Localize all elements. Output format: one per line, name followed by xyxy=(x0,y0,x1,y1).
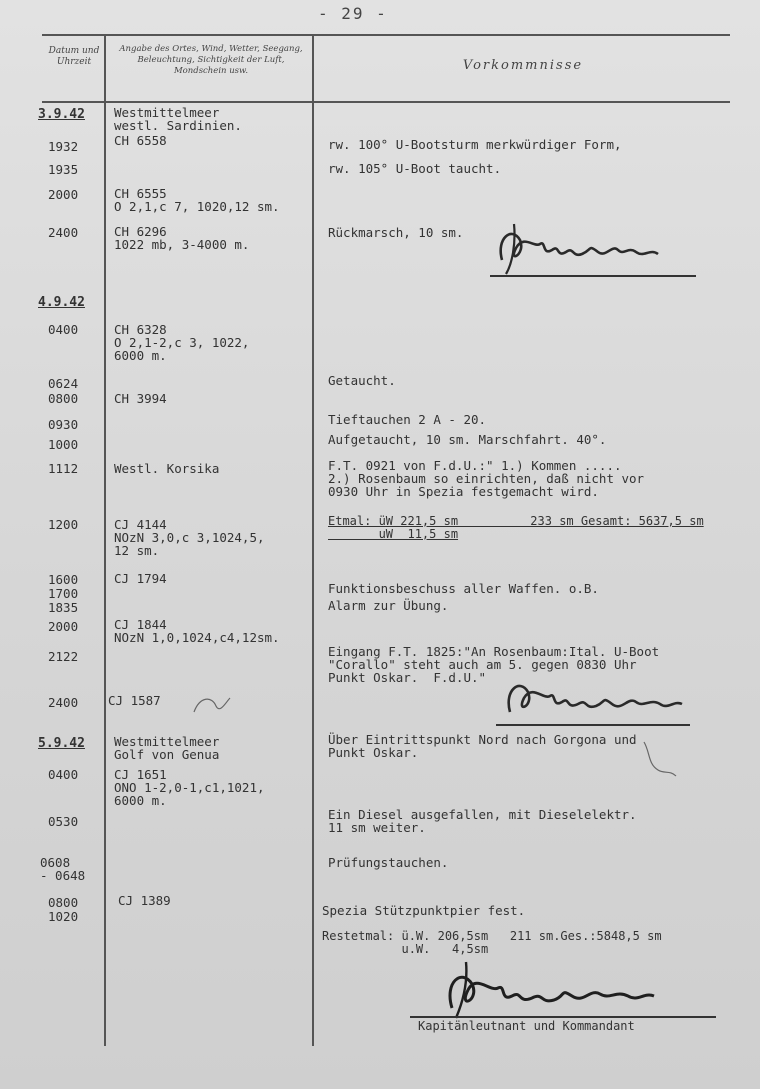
time-cell: 2400 xyxy=(48,695,79,710)
event-cell: Ein Diesel ausgefallen, mit Dieselelektr. 11 sm weiter. xyxy=(328,807,637,835)
header-place-weather: Angabe des Ortes, Wind, Wetter, Seegang, Beleuchtung, Sichtigkeit der Luft, Mondschein usw. xyxy=(119,44,303,76)
event-cell: F.T. 0921 von F.d.U.:" 1.) Kommen ..... 2.) Rosenbaum so einrichten, daß nicht vor 0930 Uhr in Spezia festgemacht wird. xyxy=(328,458,645,499)
event-cell: Restetmal: ü.W. 206,5sm 211 sm.Ges.:5848,5 sm u.W. 4,5sm xyxy=(322,929,662,956)
signature-1 xyxy=(494,214,674,278)
time-cell: 0400 xyxy=(48,767,79,782)
pencil-mark xyxy=(192,692,232,720)
time-cell: 0930 xyxy=(48,417,79,432)
header-events: Vorkommnisse xyxy=(462,58,584,73)
event-cell: rw. 100° U-Bootsturm merkwürdiger Form, xyxy=(328,137,622,152)
place-cell: CH 6328 O 2,1-2,c 3, 1022, 6000 m. xyxy=(114,322,250,363)
time-cell: 1835 xyxy=(48,600,79,615)
time-cell: 1932 xyxy=(48,139,79,154)
place-cell: CJ 1651 ONO 1-2,0-1,c1,1021, 6000 m. xyxy=(114,767,265,808)
date-label: 4.9.42 xyxy=(38,295,85,310)
place-cell: CJ 1794 xyxy=(114,571,167,586)
place-cell: Westmittelmeer westl. Sardinien. xyxy=(114,105,242,133)
time-cell: 0530 xyxy=(48,814,79,829)
place-cell: CJ 1844 NOzN 1,0,1024,c4,12sm. xyxy=(114,617,280,645)
page-number: - 29 - xyxy=(318,4,388,23)
place-cell: CH 6558 xyxy=(114,133,167,148)
place-cell: CJ 4144 NOzN 3,0,c 3,1024,5, 12 sm. xyxy=(114,517,265,558)
time-cell: 2400 xyxy=(48,225,79,240)
event-cell: Tieftauchen 2 A - 20. xyxy=(328,412,487,427)
event-cell: Funktionsbeschuss aller Waffen. o.B. xyxy=(328,581,599,596)
place-cell: CH 3994 xyxy=(114,391,167,406)
event-cell: rw. 105° U-Boot taucht. xyxy=(328,161,502,176)
time-cell: 1112 xyxy=(48,461,79,476)
time-cell: 1020 xyxy=(48,909,79,924)
column-divider-1 xyxy=(104,34,106,1046)
time-cell: 0800 xyxy=(48,895,79,910)
time-cell: 2000 xyxy=(48,187,79,202)
event-cell: Getaucht. xyxy=(328,373,396,388)
table-top-rule xyxy=(42,34,730,36)
time-cell: 0624 xyxy=(48,376,79,391)
signature-line xyxy=(496,724,690,726)
place-cell: CJ 1389 xyxy=(118,893,171,908)
signature-line xyxy=(410,1016,716,1018)
date-label: 5.9.42 xyxy=(38,736,85,751)
date-label: 3.9.42 xyxy=(38,107,85,122)
time-cell: 1935 xyxy=(48,162,79,177)
event-cell: Aufgetaucht, 10 sm. Marschfahrt. 40°. xyxy=(328,432,607,447)
time-cell: 0800 xyxy=(48,391,79,406)
time-cell: 1600 xyxy=(48,572,79,587)
event-cell: Etmal: üW 221,5 sm 233 sm Gesamt: 5637,5 sm uW 11,5 sm xyxy=(328,514,704,541)
event-cell: Eingang F.T. 1825:"An Rosenbaum:Ital. U-Boot "Corallo" steht auch am 5. gegen 0830 Uhr Punkt Oskar. F.d.U." xyxy=(328,644,660,685)
time-cell: 2000 xyxy=(48,619,79,634)
pencil-mark xyxy=(640,740,680,784)
table-header-rule xyxy=(42,101,730,103)
signature-commander xyxy=(440,956,660,1022)
place-cell: Westmittelmeer Golf von Genua xyxy=(114,734,220,762)
place-cell: Westl. Korsika xyxy=(114,461,220,476)
event-cell: Alarm zur Übung. xyxy=(328,598,449,613)
column-divider-2 xyxy=(312,34,314,1046)
time-cell: 0400 xyxy=(48,322,79,337)
place-cell: CH 6555 O 2,1,c 7, 1020,12 sm. xyxy=(114,186,280,214)
event-cell: Spezia Stützpunktpier fest. xyxy=(322,903,526,918)
event-cell: Prüfungstauchen. xyxy=(328,855,449,870)
header-date-time: Datum und Uhrzeit xyxy=(48,46,100,67)
signature-line xyxy=(490,275,696,277)
signature-2 xyxy=(500,668,690,724)
signature-caption: Kapitänleutnant und Kommandant xyxy=(418,1019,635,1033)
time-cell: 0608 - 0648 xyxy=(40,855,86,883)
place-cell: CH 6296 1022 mb, 3-4000 m. xyxy=(114,224,250,252)
time-cell: 1200 xyxy=(48,517,79,532)
time-cell: 1700 xyxy=(48,586,79,601)
time-cell: 1000 xyxy=(48,437,79,452)
time-cell: 2122 xyxy=(48,649,79,664)
place-cell: CJ 1587 xyxy=(108,693,161,708)
event-cell: Über Eintrittspunkt Nord nach Gorgona und Punkt Oskar. xyxy=(328,732,637,760)
event-cell: Rückmarsch, 10 sm. xyxy=(328,225,464,240)
